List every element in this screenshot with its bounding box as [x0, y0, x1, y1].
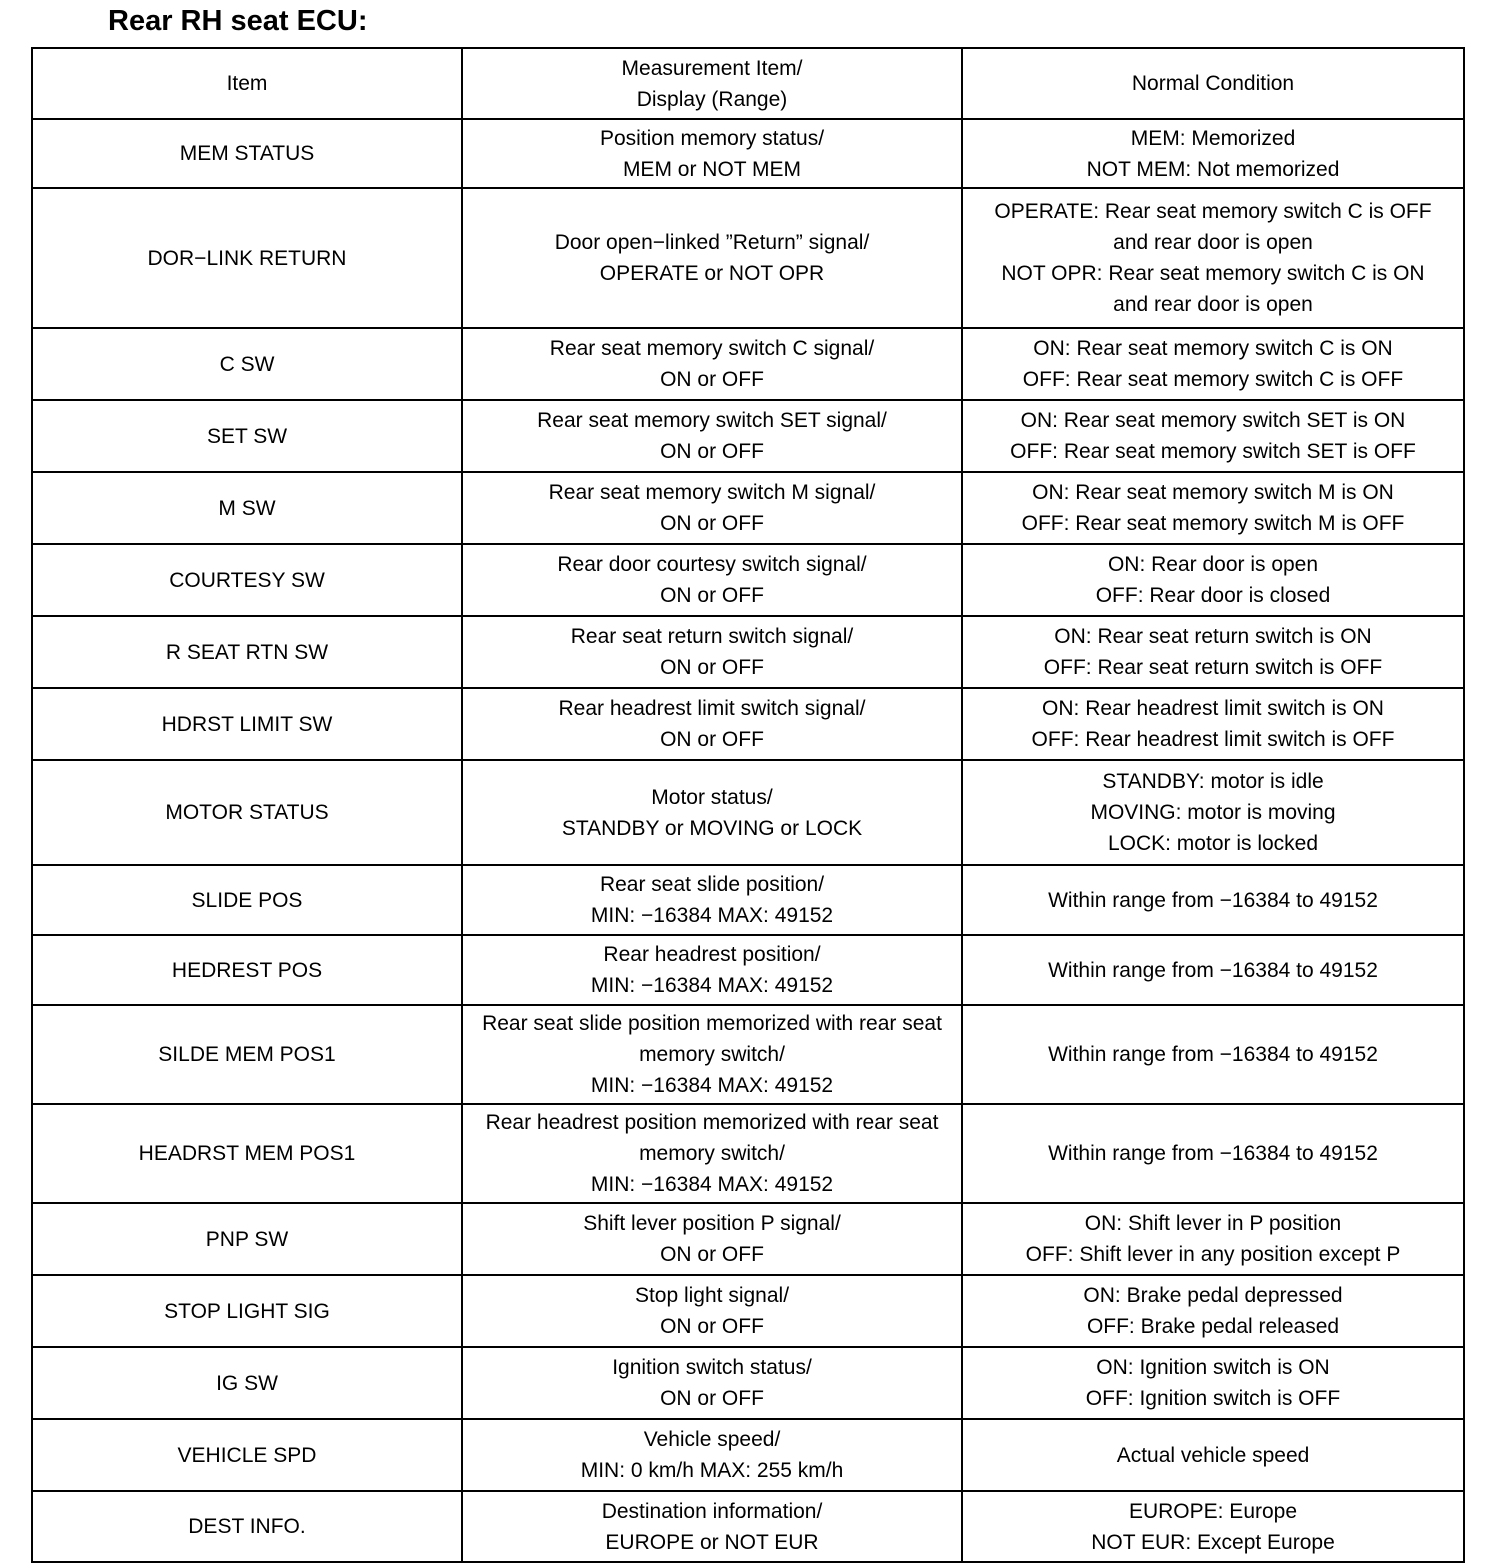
cell-normal-condition	[962, 1104, 1464, 1203]
cell-measurement-line: MIN: −16384 MAX: 49152	[590, 1074, 834, 1097]
cell-measurement	[462, 119, 962, 188]
cell-normal-condition	[962, 865, 1464, 935]
cell-measurement-line: ON or OFF	[660, 656, 764, 679]
cell-item: SILDE MEM POS1	[32, 1005, 462, 1104]
cell-item: HEDREST POS	[32, 935, 462, 1005]
cell-normal-condition	[962, 544, 1464, 616]
cell-item: MOTOR STATUS	[32, 760, 462, 865]
cell-normal-condition	[962, 472, 1464, 544]
cell-normal-condition	[962, 616, 1464, 688]
cell-normal-condition-line: NOT EUR: Except Europe	[1091, 1530, 1335, 1554]
cell-normal-condition	[962, 1491, 1464, 1562]
cell-measurement-line: Motor status/	[651, 785, 773, 809]
cell-measurement	[462, 1203, 962, 1275]
table-row	[32, 119, 1464, 188]
cell-normal-condition-line: OFF: Rear seat memory switch SET is OFF	[1010, 440, 1416, 463]
cell-normal-condition-line: Within range from −16384 to 49152	[1048, 958, 1378, 982]
cell-measurement-line: ON or OFF	[660, 1315, 764, 1338]
cell-item: C SW	[32, 328, 462, 400]
cell-normal-condition	[962, 760, 1464, 865]
cell-measurement	[462, 935, 962, 1005]
table-row	[32, 1347, 1464, 1419]
cell-normal-condition-line: NOT MEM: Not memorized	[1086, 157, 1340, 181]
cell-measurement-line: ON or OFF	[660, 1243, 764, 1266]
cell-measurement	[462, 188, 962, 328]
cell-normal-condition-line: Within range from −16384 to 49152	[1048, 888, 1378, 912]
table-header-row	[32, 48, 1464, 119]
cell-measurement-line: ON or OFF	[660, 512, 764, 535]
cell-measurement-line: Ignition switch status/	[612, 1356, 812, 1379]
cell-measurement-line: OPERATE or NOT OPR	[599, 262, 825, 285]
cell-item: HDRST LIMIT SW	[32, 688, 462, 760]
cell-normal-condition	[962, 1005, 1464, 1104]
cell-normal-condition-line: OFF: Rear seat memory switch C is OFF	[1022, 368, 1404, 391]
cell-normal-condition-line: NOT OPR: Rear seat memory switch C is ON	[1001, 262, 1425, 285]
cell-measurement-line: EUROPE or NOT EUR	[605, 1530, 819, 1554]
cell-measurement-line: Rear headrest limit switch signal/	[558, 697, 866, 720]
cell-measurement-line: ON or OFF	[660, 1387, 764, 1410]
cell-measurement	[462, 1104, 962, 1203]
cell-measurement	[462, 760, 962, 865]
cell-measurement-line: MIN: −16384 MAX: 49152	[590, 974, 834, 997]
table-row	[32, 1104, 1464, 1203]
cell-normal-condition-line: and rear door is open	[1113, 231, 1313, 254]
cell-measurement-line: memory switch/	[639, 1142, 785, 1165]
table-row	[32, 544, 1464, 616]
cell-measurement-line: ON or OFF	[660, 728, 764, 751]
data-list-table	[31, 47, 1465, 1563]
cell-measurement	[462, 544, 962, 616]
table-row	[32, 1419, 1464, 1491]
cell-normal-condition-line: OFF: Ignition switch is OFF	[1085, 1387, 1341, 1410]
table-row	[32, 760, 1464, 865]
table-row	[32, 1275, 1464, 1347]
table-row	[32, 472, 1464, 544]
cell-measurement-line: Rear door courtesy switch signal/	[557, 553, 867, 576]
cell-measurement-line: Rear seat slide position memorized with rear seat	[482, 1012, 942, 1035]
cell-measurement-line: Rear seat slide position/	[599, 873, 825, 896]
cell-measurement-line: MIN: −16384 MAX: 49152	[590, 904, 834, 927]
cell-normal-condition	[962, 328, 1464, 400]
cell-normal-condition-line: ON: Ignition switch is ON	[1096, 1356, 1330, 1379]
table-row	[32, 400, 1464, 472]
cell-measurement-line: Stop light signal/	[634, 1284, 790, 1307]
cell-item: STOP LIGHT SIG	[32, 1275, 462, 1347]
cell-measurement-line: Position memory status/	[599, 126, 825, 150]
cell-measurement	[462, 865, 962, 935]
header-item: Item	[32, 48, 462, 119]
cell-item: PNP SW	[32, 1203, 462, 1275]
cell-measurement-line: MIN: −16384 MAX: 49152	[590, 1173, 834, 1196]
cell-measurement	[462, 1419, 962, 1491]
cell-normal-condition-line: Within range from −16384 to 49152	[1048, 1142, 1378, 1165]
cell-normal-condition-line: OPERATE: Rear seat memory switch C is OFF	[994, 200, 1432, 223]
cell-normal-condition-line: ON: Rear seat memory switch M is ON	[1032, 481, 1394, 504]
cell-measurement-line: Shift lever position P signal/	[583, 1212, 841, 1235]
cell-normal-condition	[962, 1275, 1464, 1347]
cell-normal-condition-line: OFF: Rear seat return switch is OFF	[1043, 656, 1383, 679]
cell-normal-condition-line: Within range from −16384 to 49152	[1048, 1043, 1378, 1066]
cell-measurement-line: Rear seat memory switch SET signal/	[537, 409, 887, 432]
table-row	[32, 1491, 1464, 1562]
cell-item: DOR−LINK RETURN	[32, 188, 462, 328]
cell-measurement-line: Destination information/	[601, 1499, 823, 1523]
cell-normal-condition-line: OFF: Shift lever in any position except P	[1025, 1243, 1401, 1266]
cell-measurement-line: MEM or NOT MEM	[622, 157, 802, 181]
cell-measurement	[462, 1005, 962, 1104]
cell-normal-condition-line: ON: Brake pedal depressed	[1083, 1284, 1343, 1307]
header-normal-condition: Normal Condition	[962, 48, 1464, 119]
cell-item: COURTESY SW	[32, 544, 462, 616]
cell-normal-condition	[962, 1347, 1464, 1419]
header-measurement-line: Measurement Item/	[621, 56, 803, 80]
table-row	[32, 1005, 1464, 1104]
table-row	[32, 328, 1464, 400]
cell-normal-condition-line: ON: Rear headrest limit switch is ON	[1042, 697, 1384, 720]
table-row	[32, 865, 1464, 935]
header-measurement-line: Display (Range)	[636, 87, 788, 111]
cell-measurement	[462, 1347, 962, 1419]
cell-measurement-line: Door open−linked ”Return” signal/	[554, 231, 870, 254]
table-row	[32, 188, 1464, 328]
cell-measurement	[462, 688, 962, 760]
cell-measurement-line: Vehicle speed/	[643, 1428, 781, 1451]
cell-normal-condition-line: OFF: Rear door is closed	[1095, 584, 1331, 607]
cell-normal-condition	[962, 1419, 1464, 1491]
cell-normal-condition-line: and rear door is open	[1113, 293, 1313, 316]
cell-normal-condition-line: LOCK: motor is locked	[1107, 832, 1319, 855]
cell-normal-condition-line: MOVING: motor is moving	[1090, 801, 1336, 824]
table-row	[32, 688, 1464, 760]
cell-measurement-line: Rear headrest position memorized with rear seat	[485, 1111, 939, 1134]
cell-normal-condition-line: MEM: Memorized	[1130, 126, 1296, 150]
cell-measurement	[462, 328, 962, 400]
cell-measurement-line: Rear headrest position/	[603, 943, 821, 966]
cell-item: IG SW	[32, 1347, 462, 1419]
cell-measurement	[462, 472, 962, 544]
cell-normal-condition	[962, 119, 1464, 188]
cell-normal-condition-line: EUROPE: Europe	[1128, 1499, 1298, 1523]
cell-measurement-line: ON or OFF	[660, 584, 764, 607]
table-row	[32, 935, 1464, 1005]
cell-normal-condition-line: OFF: Brake pedal released	[1086, 1315, 1340, 1338]
cell-normal-condition	[962, 1203, 1464, 1275]
cell-normal-condition-line: Actual vehicle speed	[1116, 1443, 1310, 1467]
cell-item: R SEAT RTN SW	[32, 616, 462, 688]
cell-measurement-line: ON or OFF	[660, 368, 764, 391]
cell-normal-condition-line: ON: Rear seat return switch is ON	[1054, 625, 1372, 648]
cell-normal-condition-line: ON: Rear seat memory switch SET is ON	[1020, 409, 1406, 432]
cell-normal-condition	[962, 188, 1464, 328]
cell-item: DEST INFO.	[32, 1491, 462, 1562]
cell-normal-condition-line: ON: Shift lever in P position	[1084, 1212, 1342, 1235]
cell-measurement	[462, 1491, 962, 1562]
cell-measurement-line: ON or OFF	[660, 440, 764, 463]
cell-item: MEM STATUS	[32, 119, 462, 188]
cell-item: HEADRST MEM POS1	[32, 1104, 462, 1203]
table-row	[32, 616, 1464, 688]
cell-item: SLIDE POS	[32, 865, 462, 935]
cell-measurement-line: memory switch/	[639, 1043, 785, 1066]
page-title: Rear RH seat ECU:	[108, 5, 368, 37]
cell-normal-condition-line: ON: Rear door is open	[1107, 553, 1319, 576]
cell-normal-condition-line: ON: Rear seat memory switch C is ON	[1033, 337, 1393, 360]
cell-measurement-line: Rear seat memory switch M signal/	[548, 481, 876, 504]
cell-normal-condition-line: OFF: Rear headrest limit switch is OFF	[1031, 728, 1395, 751]
cell-item: M SW	[32, 472, 462, 544]
table-row	[32, 1203, 1464, 1275]
cell-measurement-line: Rear seat memory switch C signal/	[549, 337, 875, 360]
cell-measurement	[462, 1275, 962, 1347]
cell-normal-condition-line: STANDBY: motor is idle	[1102, 770, 1324, 793]
cell-normal-condition	[962, 935, 1464, 1005]
cell-measurement	[462, 616, 962, 688]
cell-normal-condition-line: OFF: Rear seat memory switch M is OFF	[1021, 512, 1405, 535]
cell-normal-condition	[962, 400, 1464, 472]
table-body	[32, 119, 1464, 1562]
cell-item: VEHICLE SPD	[32, 1419, 462, 1491]
cell-normal-condition	[962, 688, 1464, 760]
cell-measurement-line: STANDBY or MOVING or LOCK	[561, 816, 863, 840]
cell-measurement-line: Rear seat return switch signal/	[570, 625, 854, 648]
header-measurement	[462, 48, 962, 119]
cell-measurement-line: MIN: 0 km/h MAX: 255 km/h	[580, 1459, 844, 1482]
cell-item: SET SW	[32, 400, 462, 472]
cell-measurement	[462, 400, 962, 472]
